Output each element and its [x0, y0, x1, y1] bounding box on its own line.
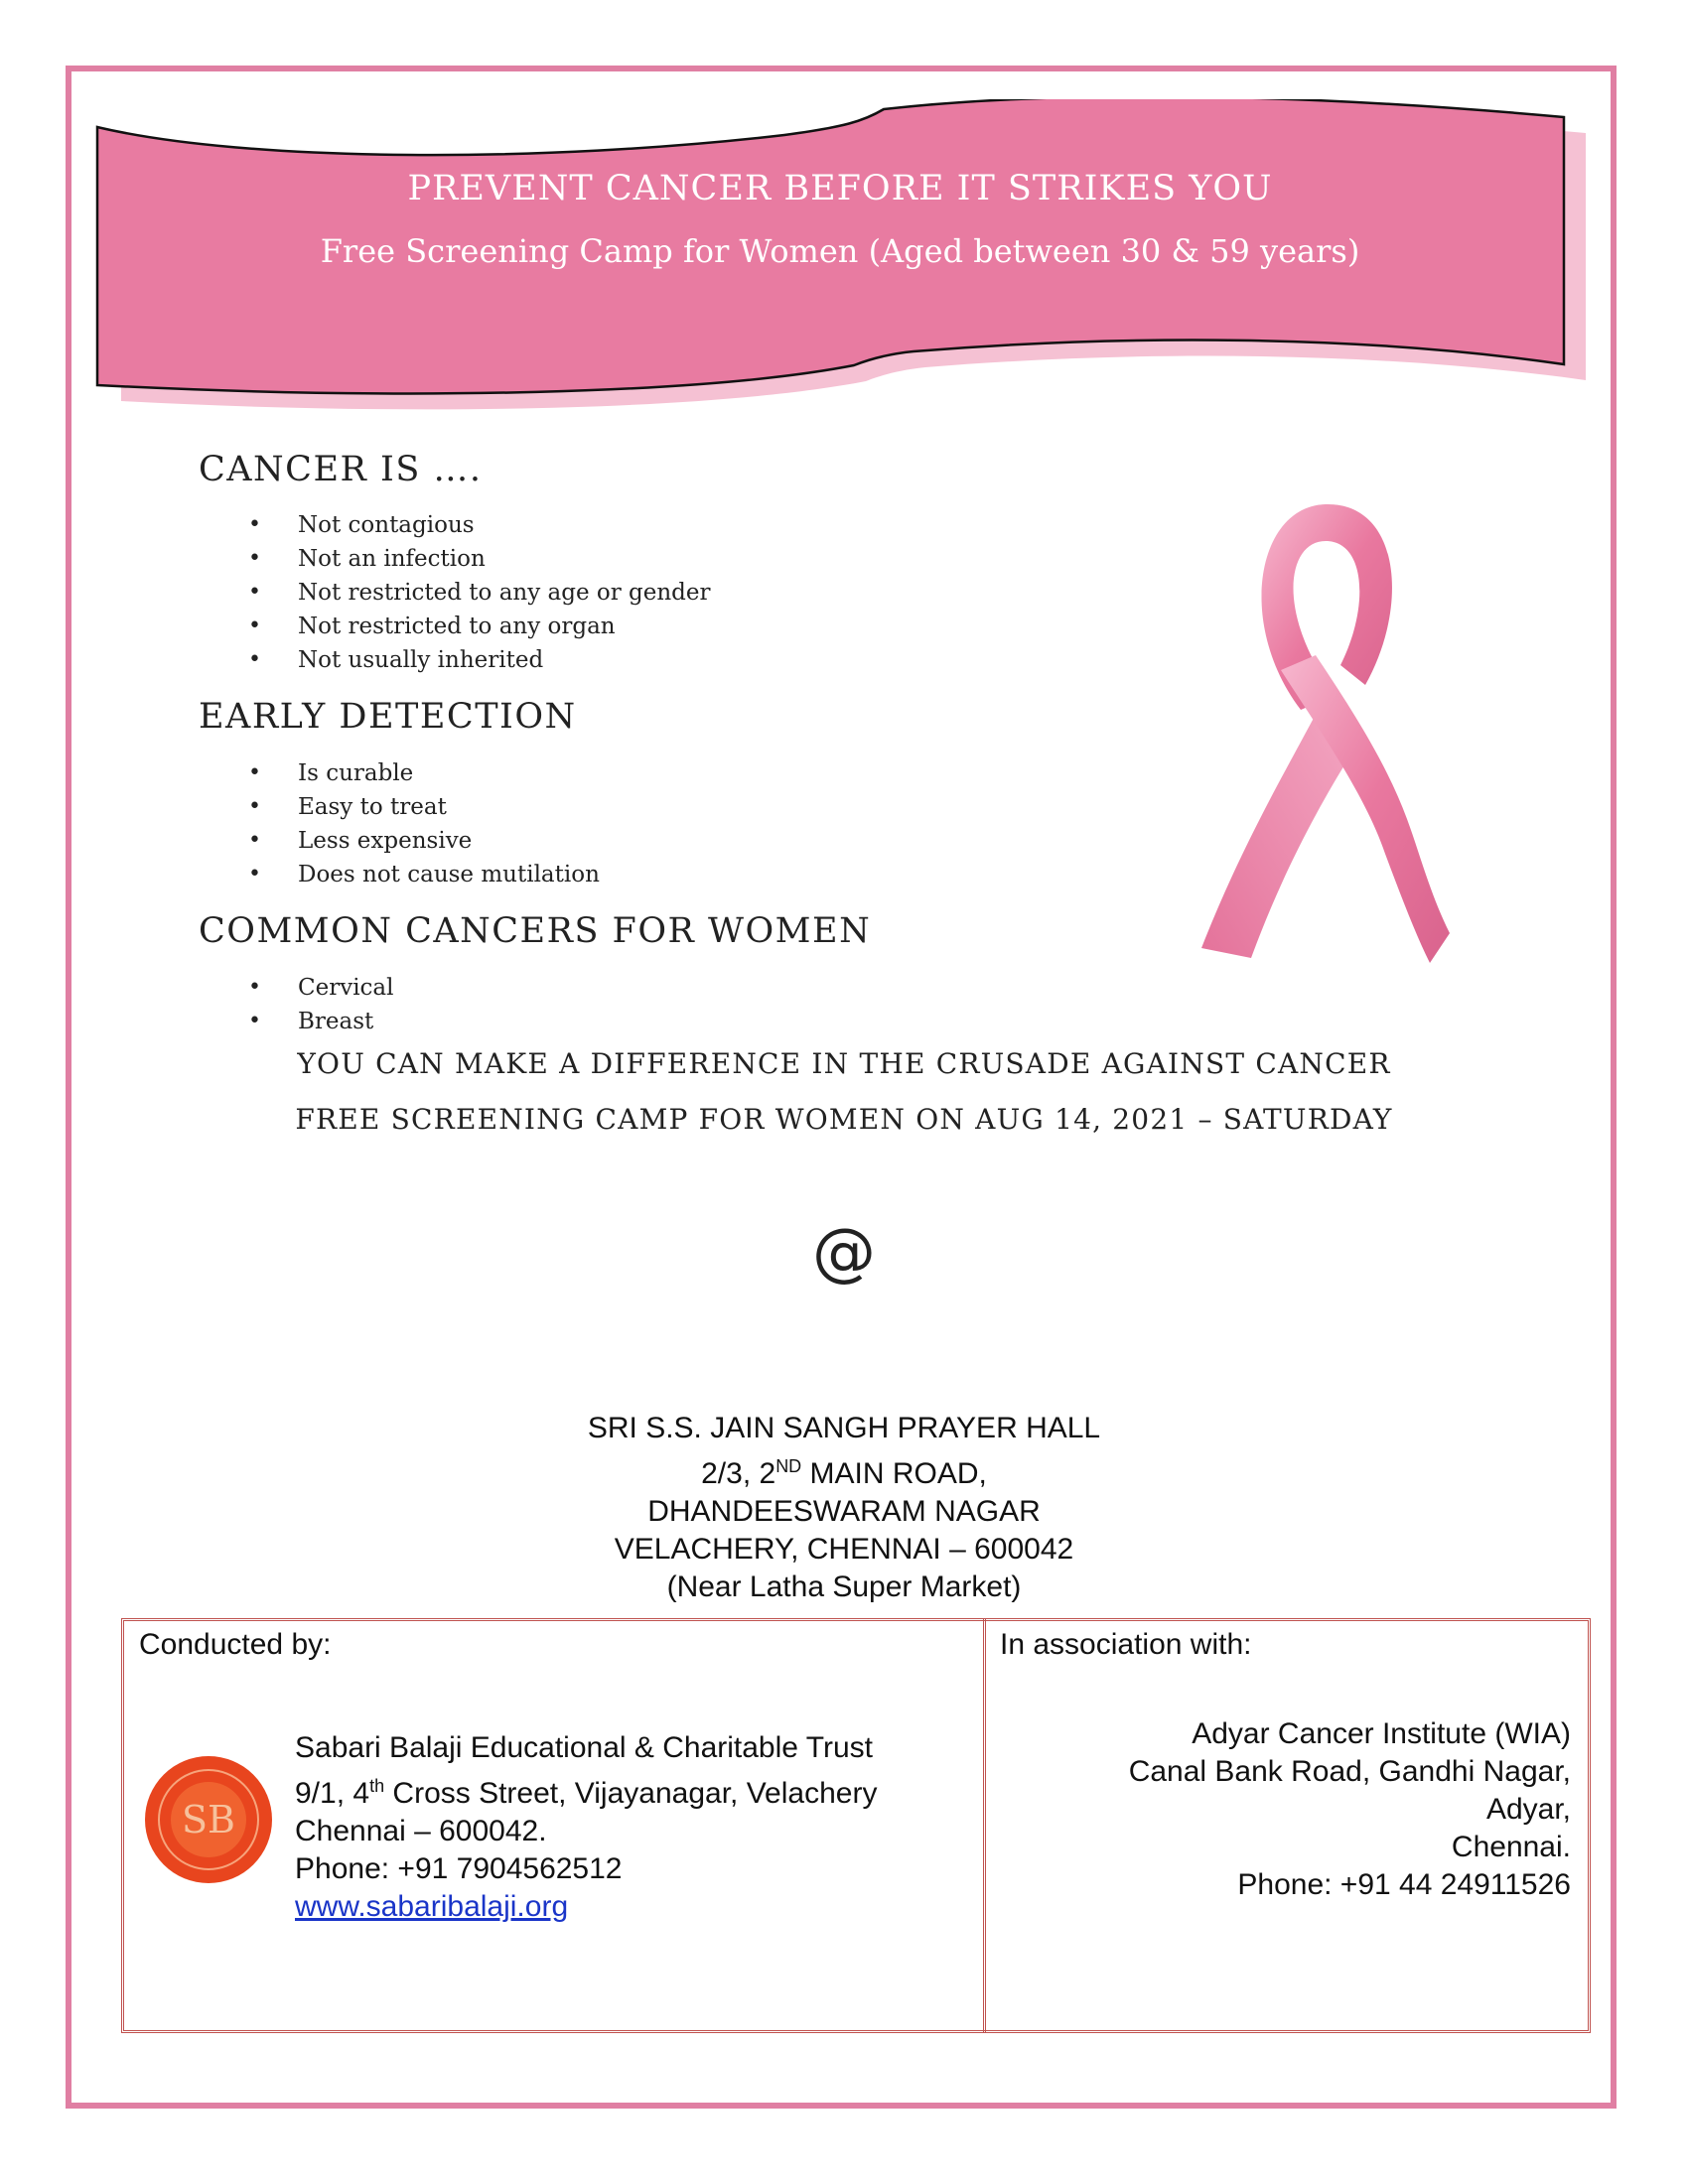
list-item: • Cervical	[248, 971, 394, 1005]
org-street-name: Cross Street, Vijayanagar, Velachery	[384, 1777, 878, 1810]
venue-street-name: MAIN ROAD,	[801, 1457, 987, 1490]
list-item: • Not an infection	[248, 542, 711, 576]
org-name: Sabari Balaji Educational & Charitable Trust	[295, 1731, 873, 1764]
list-item: • Less expensive	[248, 824, 600, 858]
assoc-line: Adyar,	[1485, 1793, 1571, 1826]
association-label: In association with:	[1000, 1628, 1252, 1661]
assoc-line: Adyar Cancer Institute (WIA)	[1192, 1717, 1571, 1750]
list-item: • Easy to treat	[248, 790, 600, 824]
list-item: • Not contagious	[248, 508, 711, 542]
list-item: • Not restricted to any organ	[248, 610, 711, 643]
org-website-link[interactable]: www.sabaribalaji.org	[295, 1890, 569, 1923]
venue-street-sup: ND	[775, 1456, 802, 1476]
section-early-detection	[199, 697, 577, 737]
list-item: • Breast	[248, 1005, 394, 1038]
org-phone: Phone: +91 7904562512	[295, 1852, 623, 1885]
section-heading: COMMON CANCERS FOR WOMEN	[199, 911, 872, 951]
message-line-2: FREE SCREENING CAMP FOR WOMEN ON AUG 14, 2021 – SATURDAY	[295, 1103, 1393, 1136]
section-heading: EARLY DETECTION	[199, 697, 577, 737]
venue-address	[66, 1410, 1622, 1606]
org-street	[295, 1767, 877, 1813]
list-item: • Is curable	[248, 756, 600, 790]
list-item: • Not usually inherited	[248, 643, 711, 677]
conducted-org-details	[295, 1729, 877, 1926]
banner-subtitle: Free Screening Camp for Women (Aged between 30 & 59 years)	[320, 232, 1360, 270]
list-item: • Not restricted to any age or gender	[248, 576, 711, 610]
venue-city: VELACHERY, CHENNAI – 600042	[614, 1533, 1074, 1566]
venue-street-number: 2/3, 2	[701, 1457, 776, 1490]
org-street-number: 9/1, 4	[295, 1777, 370, 1810]
venue-name: SRI S.S. JAIN SANGH PRAYER HALL	[587, 1412, 1101, 1444]
message-line-1: YOU CAN MAKE A DIFFERENCE IN THE CRUSADE AGAINST CANCER	[297, 1047, 1391, 1080]
early-detection-list	[248, 756, 600, 891]
banner-text	[95, 169, 1585, 270]
banner-title: PREVENT CANCER BEFORE IT STRIKES YOU	[407, 169, 1273, 208]
at-symbol: @	[812, 1216, 876, 1290]
section-common-cancers	[199, 911, 871, 951]
table-divider	[983, 1618, 986, 2033]
assoc-line: Chennai.	[1451, 1831, 1571, 1863]
venue-area: DHANDEESWARAM NAGAR	[647, 1495, 1041, 1528]
venue-landmark: (Near Latha Super Market)	[666, 1570, 1022, 1603]
section-cancer-is	[199, 450, 483, 489]
cancer-is-list	[248, 508, 711, 677]
org-street-sup: th	[369, 1776, 385, 1796]
section-heading: CANCER IS ….	[199, 450, 483, 489]
list-item: • Does not cause mutilation	[248, 858, 600, 891]
assoc-line: Phone: +91 44 24911526	[1237, 1868, 1571, 1901]
venue-street	[66, 1447, 1622, 1493]
logo-text: SB	[182, 1798, 235, 1842]
conducted-label: Conducted by:	[139, 1628, 332, 1661]
assoc-line: Canal Bank Road, Gandhi Nagar,	[1128, 1755, 1571, 1788]
pink-ribbon-icon	[1177, 496, 1455, 973]
sabari-balaji-logo	[142, 1753, 275, 1886]
association-org-details	[1129, 1715, 1571, 1904]
org-city: Chennai – 600042.	[295, 1815, 547, 1847]
common-cancers-list	[248, 971, 394, 1038]
